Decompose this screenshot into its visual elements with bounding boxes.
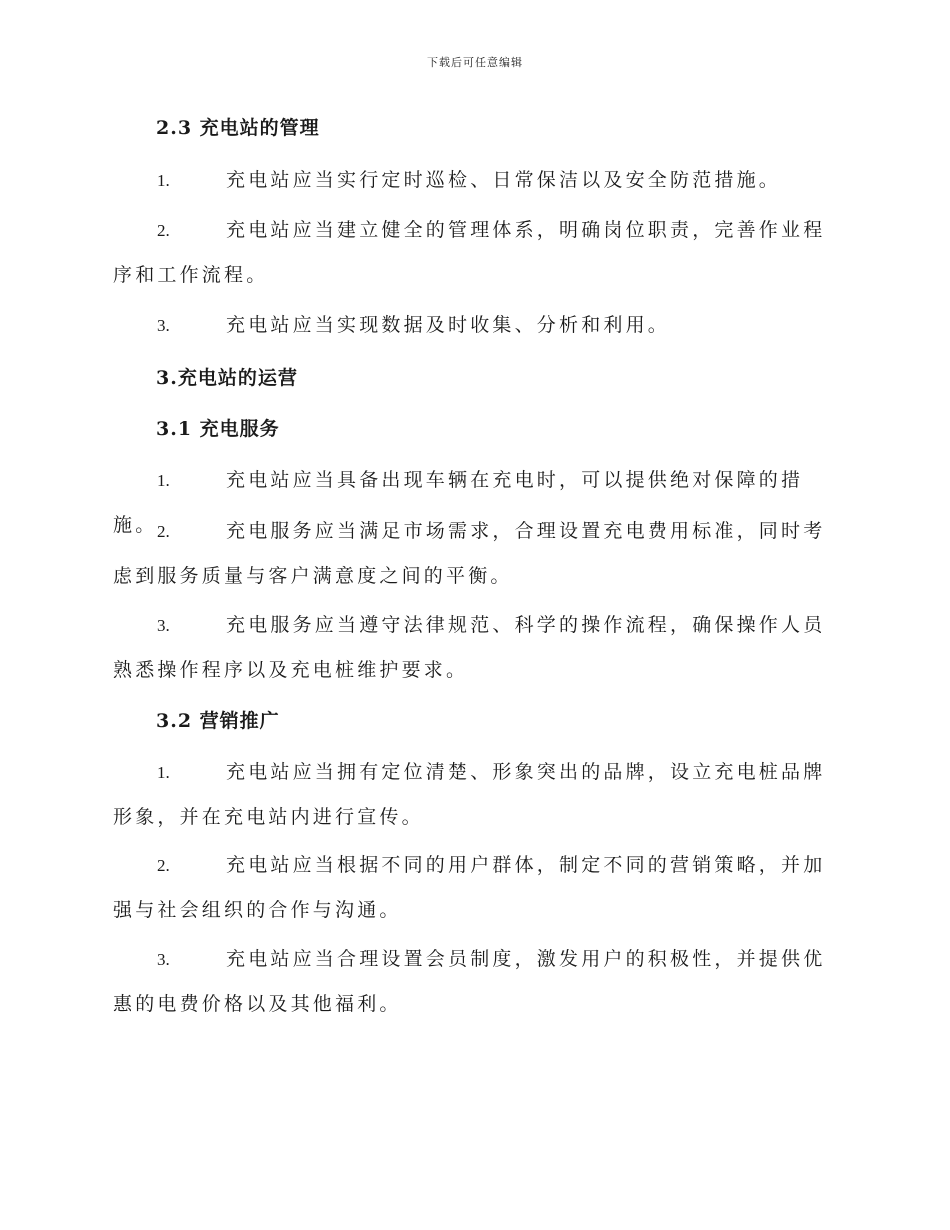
list-item xyxy=(113,458,833,536)
list-item xyxy=(113,750,833,839)
item-number: 1. xyxy=(157,171,170,190)
item-number: 3. xyxy=(157,616,170,635)
list-item xyxy=(113,509,833,598)
item-text: 充电服务应当满足市场需求，合理设置充电费用标准，同时考虑到服务质量与客户满意度之间的平衡。 xyxy=(113,520,826,587)
section-heading-3: 3.充电站的运营 xyxy=(156,367,298,389)
item-text: 充电站应当根据不同的用户群体，制定不同的营销策略，并加强与社会组织的合作与沟通。 xyxy=(113,854,826,921)
item-number: 2. xyxy=(157,221,170,240)
section-heading-3-1: 3.1 充电服务 xyxy=(156,418,280,440)
list-item xyxy=(113,208,833,297)
item-number: 3. xyxy=(157,316,170,335)
item-text: 充电站应当实现数据及时收集、分析和利用。 xyxy=(226,314,671,336)
header-note: 下载后可任意编辑 xyxy=(427,56,523,69)
item-text: 充电站应当合理设置会员制度，激发用户的积极性，并提供优惠的电费价格以及其他福利。 xyxy=(113,948,826,1015)
item-text: 充电站应当拥有定位清楚、形象突出的品牌，设立充电桩品牌形象，并在充电站内进行宣传。 xyxy=(113,761,826,828)
list-item xyxy=(113,158,833,202)
item-number: 2. xyxy=(157,522,170,541)
list-item xyxy=(113,603,833,692)
list-item xyxy=(113,843,833,932)
item-text: 充电站应当建立健全的管理体系，明确岗位职责，完善作业程序和工作流程。 xyxy=(113,219,826,286)
section-heading-2-3: 2.3 充电站的管理 xyxy=(156,117,320,139)
list-item xyxy=(113,303,833,347)
item-number: 3. xyxy=(157,950,170,969)
item-number: 1. xyxy=(157,471,170,490)
list-item xyxy=(113,937,833,1026)
section-heading-3-2: 3.2 营销推广 xyxy=(156,710,280,732)
item-text: 充电服务应当遵守法律规范、科学的操作流程，确保操作人员熟悉操作程序以及充电桩维护要求。 xyxy=(113,614,826,681)
item-text: 充电站应当具备出现车辆在充电时，可以提供绝对保障的措施。 xyxy=(113,469,804,536)
item-number: 1. xyxy=(157,763,170,782)
item-text: 充电站应当实行定时巡检、日常保洁以及安全防范措施。 xyxy=(226,169,782,191)
item-number: 2. xyxy=(157,856,170,875)
